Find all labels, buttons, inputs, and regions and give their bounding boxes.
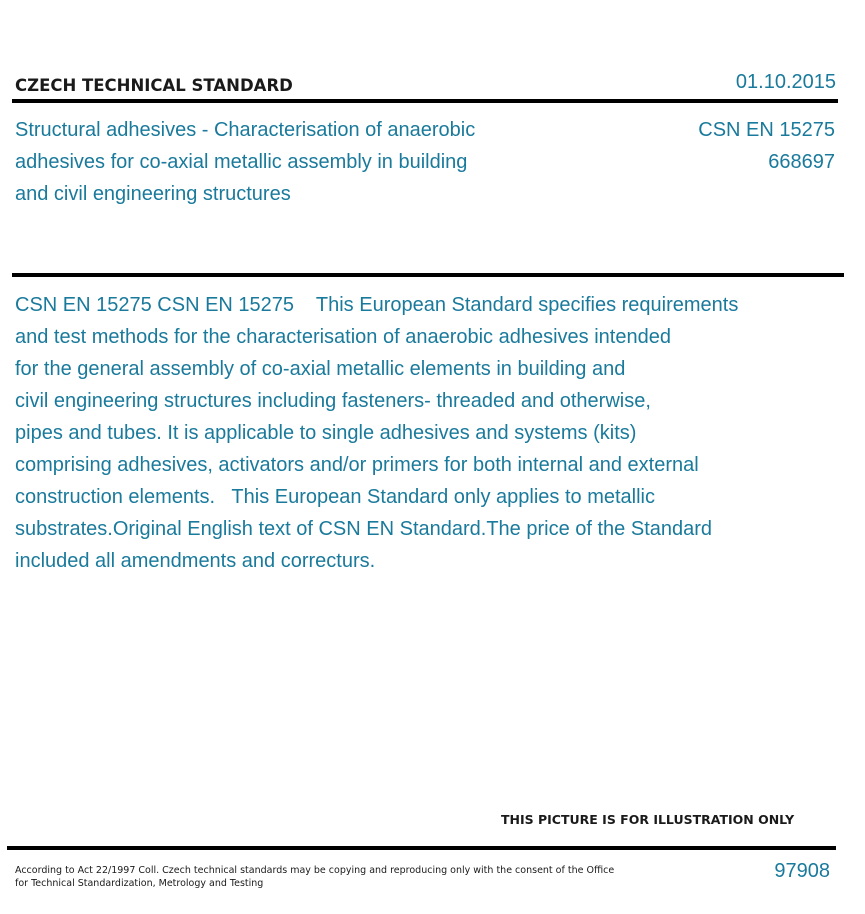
legal-line: According to Act 22/1997 Coll. Czech technical standards may be copying and reproducing only with the consent of the Office	[15, 865, 615, 876]
title-line: Structural adhesives - Characterisation of anaerobic	[15, 119, 476, 141]
description-line: construction elements. This European Standard only applies to metallic	[15, 486, 655, 508]
legal-line: for Technical Standardization, Metrology and Testing	[15, 878, 264, 889]
description-line: CSN EN 15275 CSN EN 15275 This European Standard specifies requirements	[15, 294, 739, 316]
standard-code: CSN EN 15275	[698, 119, 835, 141]
product-code: 97908	[774, 860, 830, 882]
document-type-label: CZECH TECHNICAL STANDARD	[15, 76, 293, 95]
title-line: adhesives for co-axial metallic assembly in building	[15, 151, 468, 173]
legal-notice	[15, 864, 614, 890]
standard-identifier	[698, 114, 835, 178]
description-line: pipes and tubes. It is applicable to single adhesives and systems (kits)	[15, 422, 637, 444]
description-line: for the general assembly of co-axial metallic elements in building and	[15, 358, 626, 380]
description-line: civil engineering structures including fasteners- threaded and otherwise,	[15, 390, 651, 412]
description-line: comprising adhesives, activators and/or primers for both internal and external	[15, 454, 699, 476]
illustration-notice: THIS PICTURE IS FOR ILLUSTRATION ONLY	[501, 812, 795, 827]
standard-title	[15, 114, 535, 210]
standard-description	[15, 289, 815, 577]
title-line: and civil engineering structures	[15, 183, 291, 205]
title-divider	[12, 273, 844, 277]
footer-divider	[7, 846, 836, 850]
description-line: included all amendments and correcturs.	[15, 550, 376, 572]
description-line: and test methods for the characterisation of anaerobic adhesives intended	[15, 326, 671, 348]
publication-date: 01.10.2015	[735, 71, 836, 93]
catalog-number: 668697	[768, 151, 835, 173]
header-divider	[12, 99, 838, 103]
description-line: substrates.Original English text of CSN EN Standard.The price of the Standard	[15, 518, 713, 540]
